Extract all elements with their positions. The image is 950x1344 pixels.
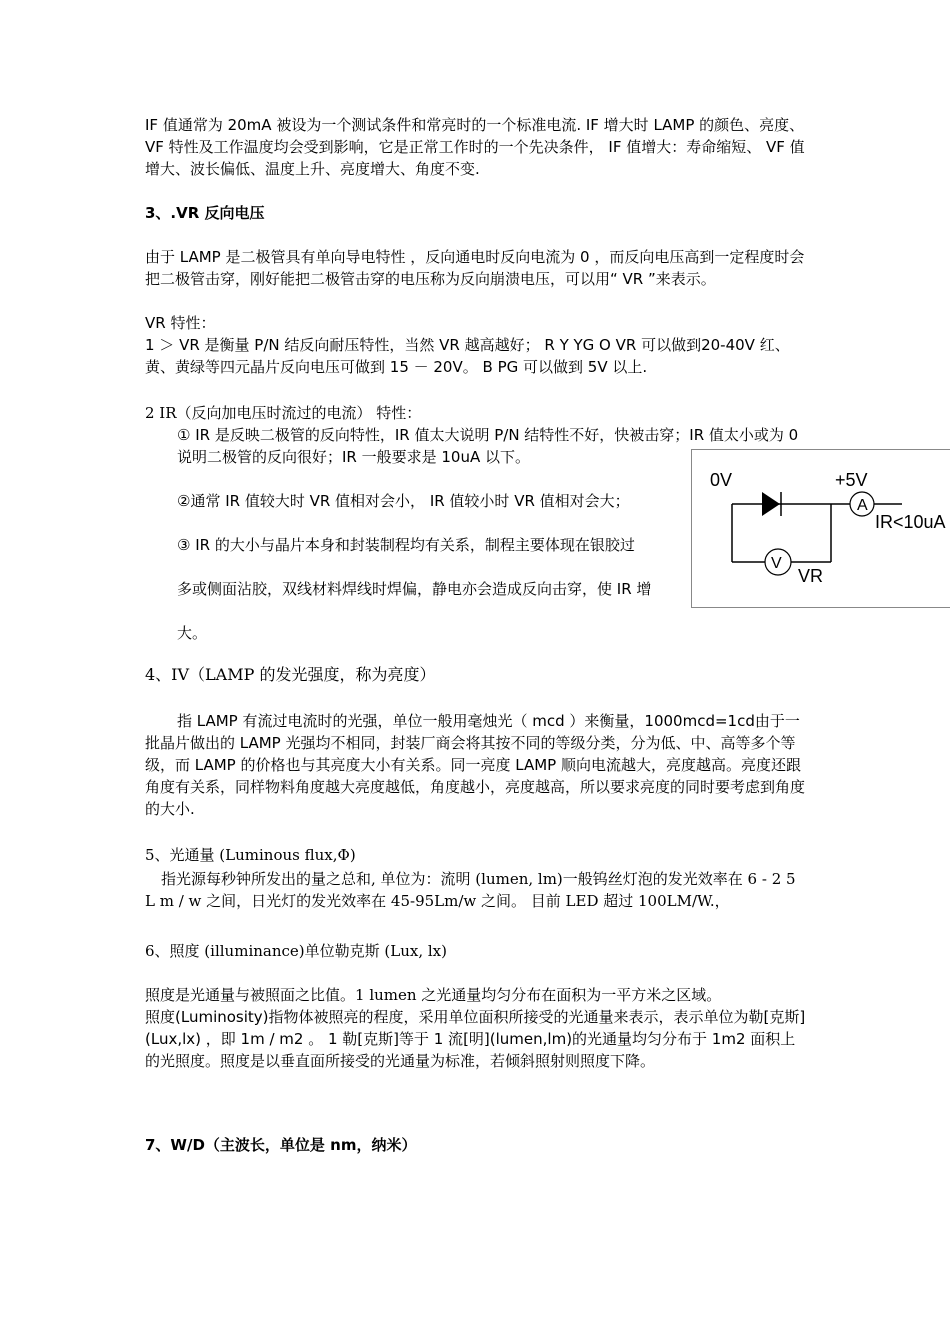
heading-vr: 3、.VR 反向电压: [145, 204, 265, 222]
heading-iv: 4、IV（LAMP 的发光强度，称为亮度）: [145, 665, 436, 684]
paragraph-iv: 指 LAMP 有流过电流时的光强，单位一般用毫烛光（ mcd ）来衡量，1000mcd=1cd由于一批晶片做出的 LAMP 光强均不相同，封装厂商会将其按不同的等级分类，分为低、中、高等多个等级，而 LAMP 的价格也与其亮度大小有关系。同一亮度 LAMP 顺向电流越大，亮度越高。亮度还跟角度有关系，同样物料角度越大亮度越低，角度越小，亮度越高，所以要求亮度的同时要考虑到角度的大小.: [145, 712, 806, 818]
paragraph-luminous-flux: 指光源每秒钟所发出的量之总和, 单位为：流明 (lumen, lm)一般钨丝灯泡的发光效率在 6 - 2 5 L m / w 之间，日光灯的发光效率在 45-95Lm/w 之间。 目前 LED 超过 100LM/W.，: [145, 870, 796, 910]
heading-luminous-flux: 5、光通量 (Luminous flux,Φ): [145, 846, 356, 864]
ir-point-2: ②通常 IR 值较大时 VR 值相对会小， IR 值较小时 VR 值相对会大；: [177, 492, 630, 510]
svg-text:A: A: [857, 497, 868, 514]
paragraph-vr-label: VR 特性：: [145, 314, 216, 332]
ir-point-3-cont: 多或侧面沾胶，双线材料焊线时焊偏，静电亦会造成反向击穿，使 IR 增: [177, 580, 652, 598]
paragraph-illuminance-def: 照度是光通量与被照面之比值。1 lumen 之光通量均匀分布在面积为一平方米之区域。: [145, 986, 722, 1004]
paragraph-if: IF 值通常为 20mA 被设为一个测试条件和常亮时的一个标准电流. IF 增大时 LAMP 的颜色、亮度、 VF 特性及工作温度均会受到影响，它是正常工作时的一个先决条件， IF 值增大：寿命缩短、 VF 值增大、波长偏低、温度上升、亮度增大、角度不变.: [145, 116, 805, 178]
label-vr: VR: [798, 566, 824, 586]
label-plus5v: +5V: [835, 470, 868, 490]
label-0v: 0V: [710, 470, 733, 490]
paragraph-vr-intro: 由于 LAMP 是二极管具有单向导电特性 ，反向通电时反向电流为 0 ，而反向电压高到一定程度时会把二极管击穿，刚好能把二极管击穿的电压称为反向崩溃电压，可以用“ VR ”来表示。: [145, 248, 805, 288]
paragraph-illuminance-detail: 照度(Luminosity)指物体被照亮的程度，采用单位面积所接受的光通量来表示，表示单位为勒[克斯](Lux,lx) ，即 1m / m2 。 1 勒[克斯]等于 1 流[明](lumen,lm)的光通量均匀分布于 1m2 面积上的光照度。照度是以垂直面所接受的光通量为标准，若倾斜照射则照度下降。: [145, 1008, 806, 1070]
ir-point-1: ① IR 是反映二极管的反向特性，IR 值太大说明 P/N 结特性不好，快被击穿；IR 值太小或为 0 说明二极管的反向很好；IR 一般要求是 10uA 以下。: [177, 426, 799, 466]
diode-symbol: [762, 492, 780, 516]
heading-illuminance: 6、照度 (illuminance)单位勒克斯 (Lux, lx): [145, 942, 447, 960]
label-ir-limit: IR<10uA: [875, 512, 946, 532]
heading-wd: 7、W/D（主波长，单位是 nm，纳米）: [145, 1136, 417, 1154]
ir-test-circuit-diagram: [691, 449, 950, 608]
ir-point-3-end: 大。: [177, 624, 208, 642]
heading-ir: 2 IR（反向加电压时流过的电流） 特性：: [145, 404, 422, 422]
paragraph-vr-detail: 1 ＞ VR 是衡量 P/N 结反向耐压特性，当然 VR 越高越好； R Y YG O VR 可以做到20-40V 红、黄、黄绿等四元晶片反向电压可做到 15 － 20V。 B PG 可以做到 5V 以上.: [145, 336, 790, 376]
svg-text:V: V: [771, 555, 782, 572]
ir-point-3: ③ IR 的大小与晶片本身和封装制程均有关系，制程主要体现在银胶过: [177, 536, 635, 554]
